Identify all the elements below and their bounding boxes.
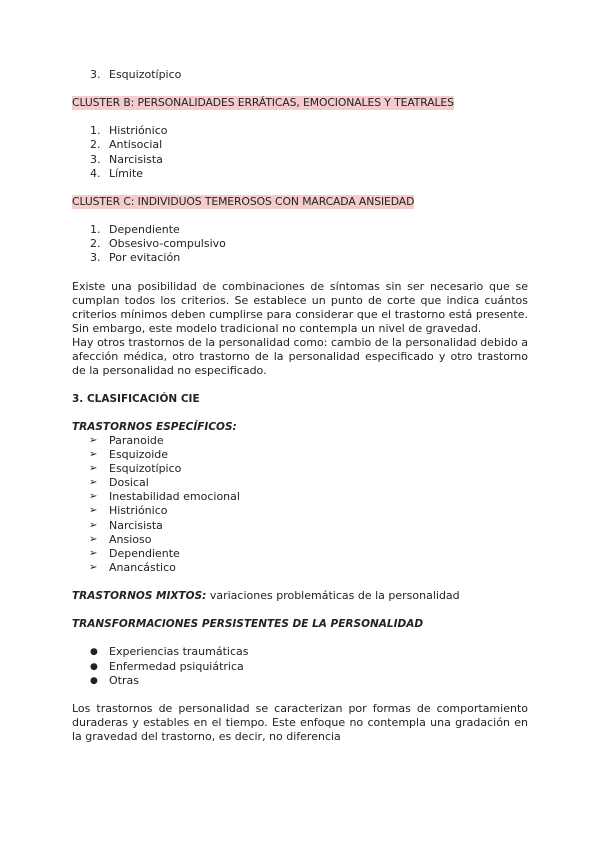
persistent-transformations-list (72, 645, 528, 688)
list-item-label: Histriónico (109, 124, 168, 138)
list-item (72, 476, 528, 490)
arrow-bullet-icon: ➢ (89, 477, 98, 489)
arrow-bullet-icon: ➢ (89, 533, 98, 545)
list-item (72, 547, 528, 561)
cluster-b-list (72, 124, 528, 181)
list-number: 2. (90, 237, 101, 251)
list-item-label: Otras (109, 673, 139, 687)
list-item-label: Anancástico (109, 561, 176, 575)
list-item (72, 674, 528, 688)
list-number: 3. (90, 251, 101, 265)
list-item-label: Esquizoide (109, 447, 169, 461)
list-item-label: Límite (109, 166, 144, 180)
bullet-icon: ● (90, 675, 98, 686)
list-item (72, 167, 528, 181)
paragraph-criteria: Existe una posibilidad de combinaciones de síntomas sin ser necesario que se cumplan todos los criterios. Se establece un punto de corte que indica cuántos criterios mínimos deben cumplirse para considerar que el trastorno está presente. Sin embargo, este modelo tradicional no contempla un nivel de gravedad. (72, 279, 528, 335)
arrow-bullet-icon: ➢ (89, 434, 98, 446)
list-item (72, 490, 528, 504)
list-item (72, 237, 528, 251)
list-item-label: Antisocial (109, 138, 163, 152)
list-item (72, 448, 528, 462)
section-title-cie: 3. CLASIFICACIÓN CIE (72, 392, 200, 405)
list-item (72, 561, 528, 575)
list-item (72, 519, 528, 533)
arrow-bullet-icon: ➢ (89, 505, 98, 517)
list-number: 1. (90, 222, 101, 236)
list-item-label: Paranoide (109, 433, 164, 447)
specific-disorders-list (72, 434, 528, 576)
specific-disorders-title: TRASTORNOS ESPECÍFICOS: (72, 420, 237, 433)
arrow-bullet-icon: ➢ (89, 519, 98, 531)
arrow-bullet-icon: ➢ (89, 562, 98, 574)
list-item-label: Narcisista (109, 518, 163, 532)
arrow-bullet-icon: ➢ (89, 462, 98, 474)
list-item-label: Enfermedad psiquiátrica (109, 659, 244, 673)
list-item-label: Dependiente (109, 547, 180, 560)
list-item-label: Ansioso (109, 532, 152, 546)
list-item-label: Obsesivo-compulsivo (109, 237, 226, 251)
list-item (72, 434, 528, 448)
mixed-disorders-line (72, 589, 528, 603)
arrow-bullet-icon: ➢ (89, 491, 98, 503)
list-item (72, 251, 528, 265)
cluster-b-title: CLUSTER B: PERSONALIDADES ERRÁTICAS, EMOCIONALES Y TEATRALES (72, 96, 454, 110)
list-item-label: Esquizotípico (109, 461, 182, 475)
mixed-disorders-desc: variaciones problemáticas de la personalidad (206, 589, 460, 603)
mixed-disorders-title: TRASTORNOS MIXTOS: (72, 590, 207, 603)
list-number: 3. (90, 152, 101, 166)
arrow-bullet-icon: ➢ (89, 548, 98, 559)
list-number: 2. (90, 138, 101, 152)
list-item (72, 138, 528, 152)
list-item-label: Por evitación (109, 251, 181, 265)
list-item-label: Narcisista (109, 152, 163, 166)
cluster-c-heading (72, 195, 528, 209)
list-item-label: Inestabilidad emocional (109, 490, 240, 504)
list-item-label: Dependiente (109, 222, 180, 236)
list-number: 4. (90, 166, 101, 180)
cluster-c-list (72, 223, 528, 266)
list-number: 3. (90, 68, 101, 81)
list-item-label: Dosical (109, 476, 149, 490)
document-page (72, 68, 528, 744)
list-item (72, 462, 528, 476)
list-item (72, 124, 528, 138)
list-item (72, 504, 528, 518)
list-item-label: Histriónico (109, 504, 168, 518)
list-number: 1. (90, 124, 101, 138)
list-item (72, 645, 528, 659)
cluster-c-title: CLUSTER C: INDIVIDUOS TEMEROSOS CON MARCADA ANSIEDAD (72, 194, 415, 208)
list-item-label: Esquizotípico (109, 68, 182, 81)
bullet-icon: ● (90, 661, 98, 672)
cluster-a-list-tail (72, 68, 528, 82)
bullet-icon: ● (90, 647, 98, 658)
list-item (72, 68, 528, 82)
list-item (72, 533, 528, 547)
arrow-bullet-icon: ➢ (89, 448, 98, 460)
paragraph-characteristics: Los trastornos de personalidad se caracterizan por formas de comportamiento duraderas y estables en el tiempo. Este enfoque no contempla una gradación en la gravedad del trastorno, es decir, no diferencia (72, 701, 528, 743)
persistent-transformations-title: TRANSFORMACIONES PERSISTENTES DE LA PERSONALIDAD (72, 618, 424, 631)
list-item (72, 153, 528, 167)
list-item (72, 660, 528, 674)
cluster-b-heading (72, 96, 528, 110)
list-item (72, 223, 528, 237)
list-item-label: Experiencias traumáticas (109, 645, 249, 659)
paragraph-other-disorders: Hay otros trastornos de la personalidad como: cambio de la personalidad debido a afección médica, otro trastorno de la personalidad especificado y otro trastorno de la personalidad no especificado. (72, 335, 528, 377)
